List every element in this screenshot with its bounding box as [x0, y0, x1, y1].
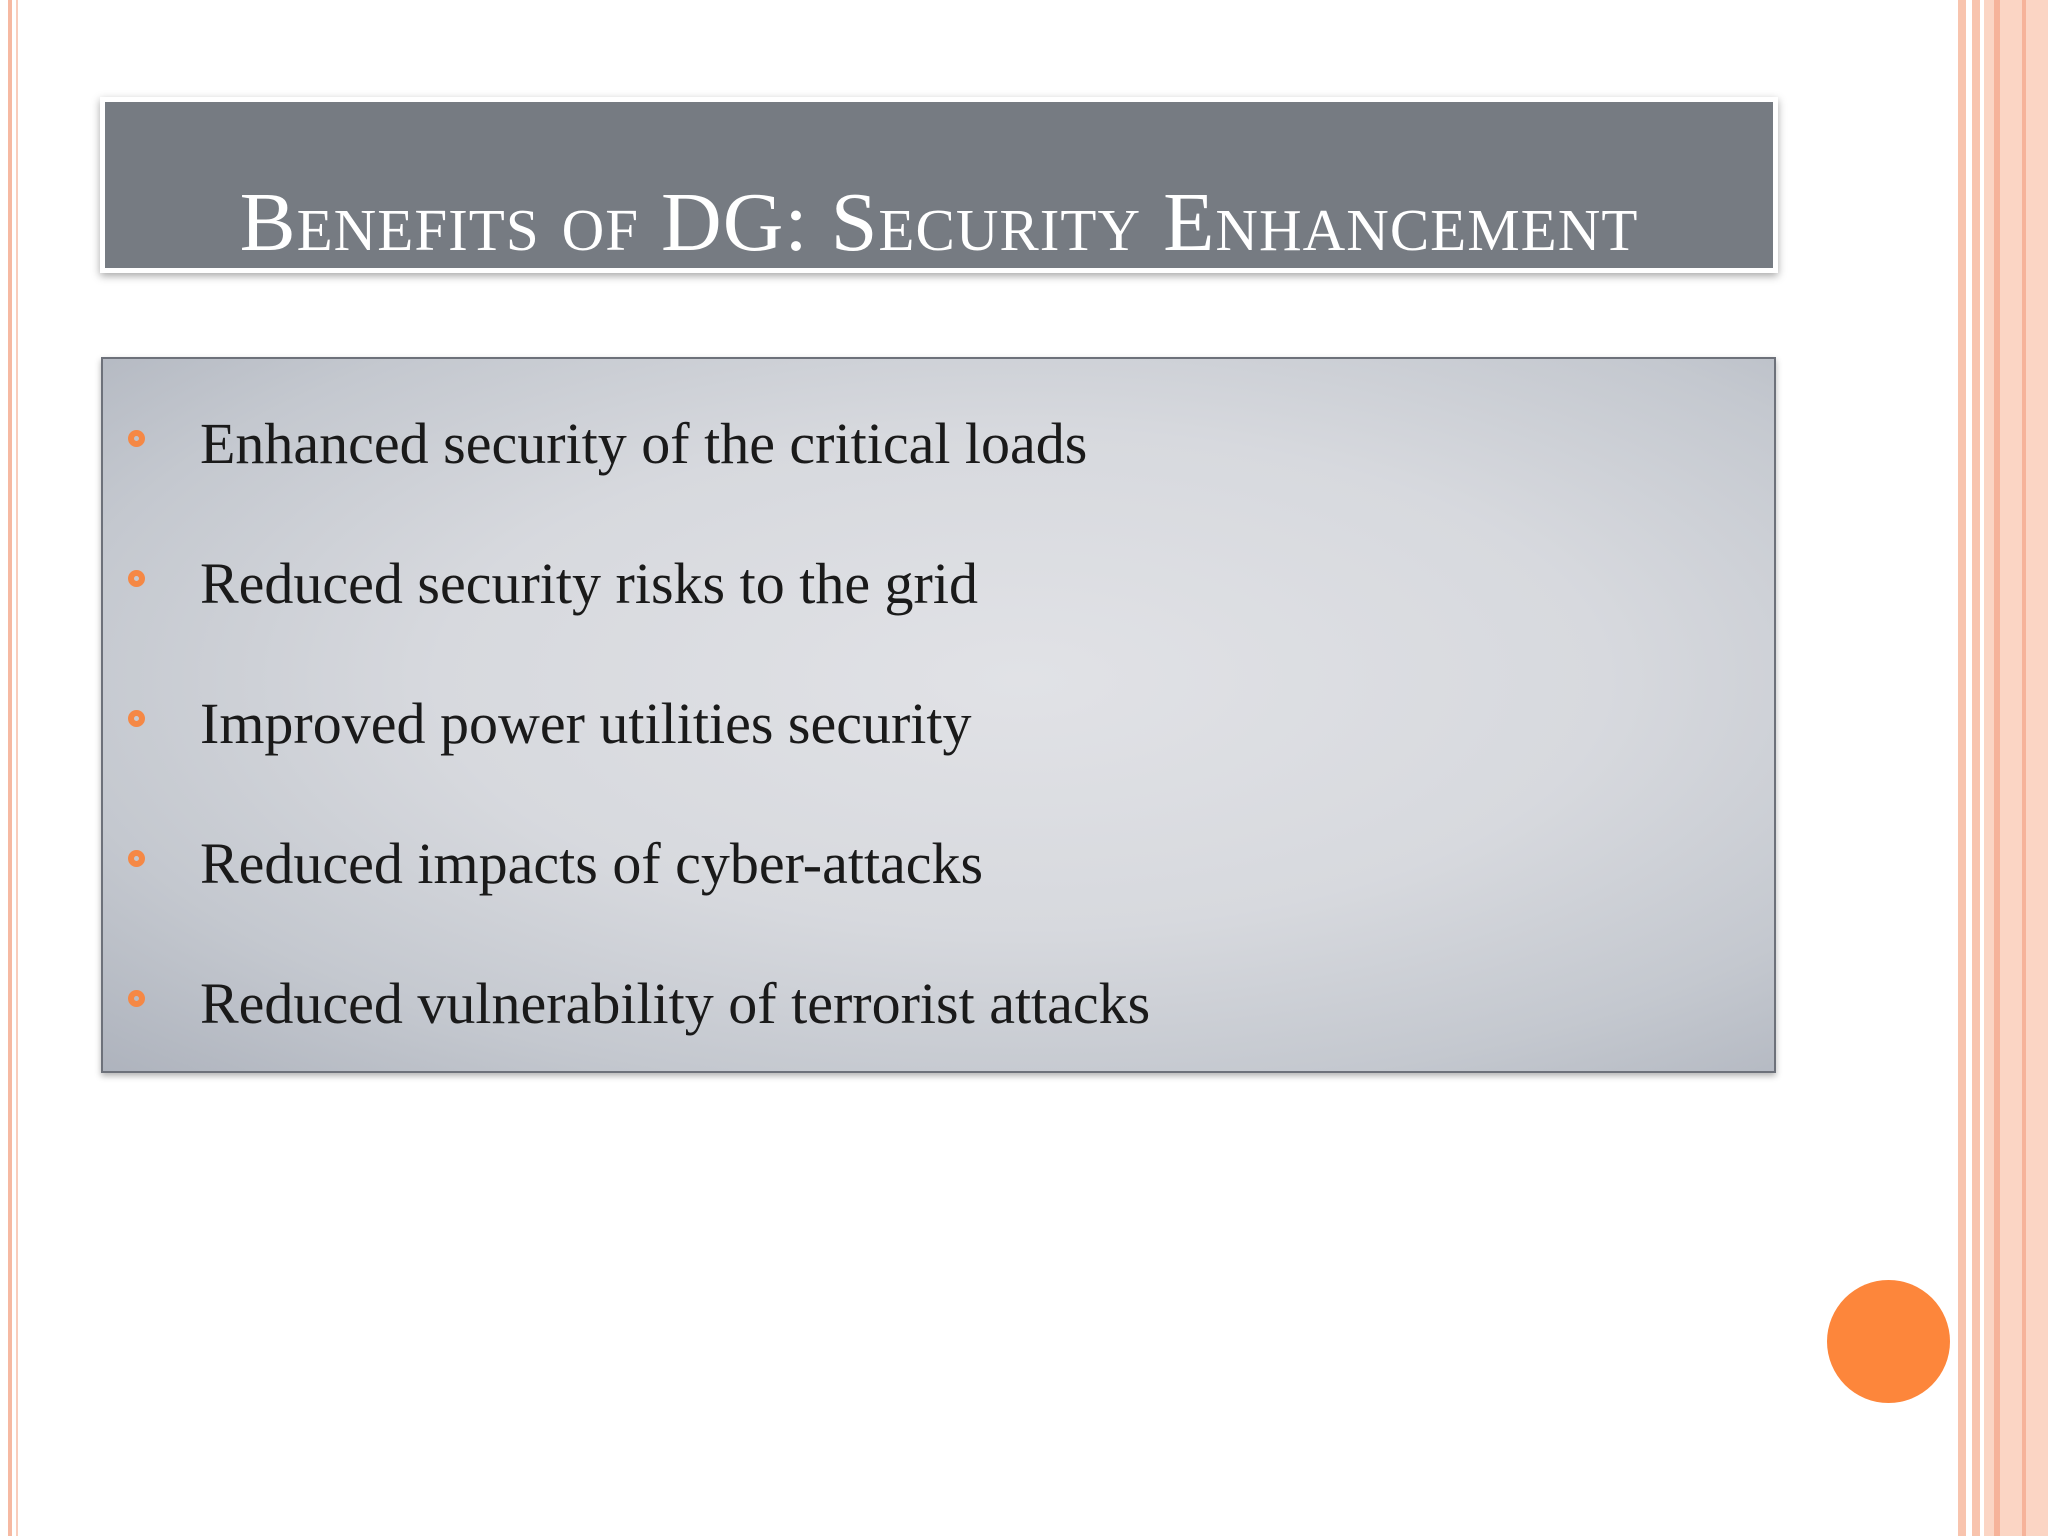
bullet-text: Enhanced security of the critical loads — [200, 411, 1088, 476]
bullet-ring-icon — [128, 990, 145, 1007]
right-decor-stripe — [1972, 0, 1980, 1536]
bullet-item — [103, 964, 1603, 1044]
decor-circle — [1827, 1280, 1950, 1403]
bullet-text: Reduced vulnerability of terrorist attacks — [200, 971, 1151, 1036]
bullet-ring-icon — [128, 710, 145, 727]
bullet-text: Reduced impacts of cyber-attacks — [200, 831, 984, 896]
bullet-text: Reduced security risks to the grid — [200, 551, 978, 616]
bullet-item — [103, 824, 1603, 904]
bullet-ring-icon — [128, 850, 145, 867]
bullet-ring-icon — [128, 570, 145, 587]
bullet-item — [103, 404, 1603, 484]
right-decor-stripe — [1994, 0, 2000, 1536]
bullet-ring-icon — [128, 430, 145, 447]
right-decor-stripe — [2022, 0, 2026, 1536]
bullet-text: Improved power utilities security — [200, 691, 972, 756]
left-decor-stripe-thin — [16, 0, 18, 1536]
left-decor-stripe — [8, 0, 12, 1536]
right-decor-stripe — [1958, 0, 1966, 1536]
slide-title: Benefits of DG: Security Enhancement — [239, 176, 1639, 269]
title-bar — [100, 97, 1778, 273]
content-box — [101, 357, 1776, 1073]
bullet-item — [103, 684, 1603, 764]
bullet-item — [103, 544, 1603, 624]
